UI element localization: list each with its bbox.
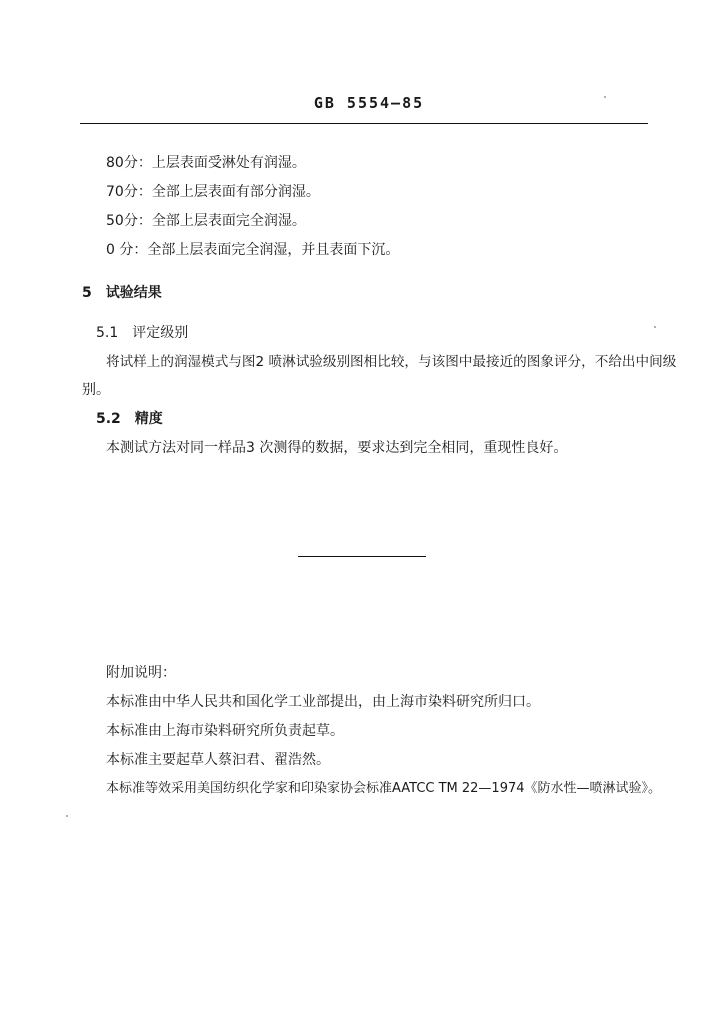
rating-70: 70分：全部上层表面有部分润湿。	[106, 184, 320, 200]
scan-speck	[654, 326, 656, 328]
note-line-3: 本标准主要起草人蔡汩君、翟浩然。	[106, 752, 330, 768]
section-5-1-text: 将试样上的润湿模式与图2 喷淋试验级别图相比较，与该图中最接近的图象评分，不给出中间级	[106, 354, 677, 370]
note-line-2: 本标准由上海市染料研究所负责起草。	[106, 723, 344, 739]
standard-code: GB 5554—85	[313, 94, 425, 112]
rating-0: 0 分：全部上层表面完全润湿，并且表面下沉。	[106, 242, 400, 258]
note-line-4: 本标准等效采用美国纺织化学家和印染家协会标准AATCC TM 22—1974《防水性—喷淋试验》。	[106, 781, 662, 796]
rating-50: 50分：全部上层表面完全润湿。	[106, 213, 306, 229]
rating-80: 80分：上层表面受淋处有润湿。	[106, 155, 306, 171]
end-rule	[298, 556, 426, 557]
section-5-1-text-continued: 别。	[82, 382, 110, 398]
scan-speck	[66, 815, 68, 817]
section-5-1-heading: 5.1 评定级别	[96, 325, 189, 341]
header-rule	[80, 123, 648, 124]
section-5-2-heading: 5.2 精度	[96, 411, 163, 427]
section-5-heading: 5 试验结果	[82, 285, 162, 301]
note-line-1: 本标准由中华人民共和国化学工业部提出，由上海市染料研究所归口。	[106, 694, 540, 710]
notes-title: 附加说明：	[106, 665, 176, 681]
scan-speck	[604, 96, 606, 98]
section-5-2-text: 本测试方法对同一样品3 次测得的数据，要求达到完全相同，重现性良好。	[106, 440, 568, 456]
